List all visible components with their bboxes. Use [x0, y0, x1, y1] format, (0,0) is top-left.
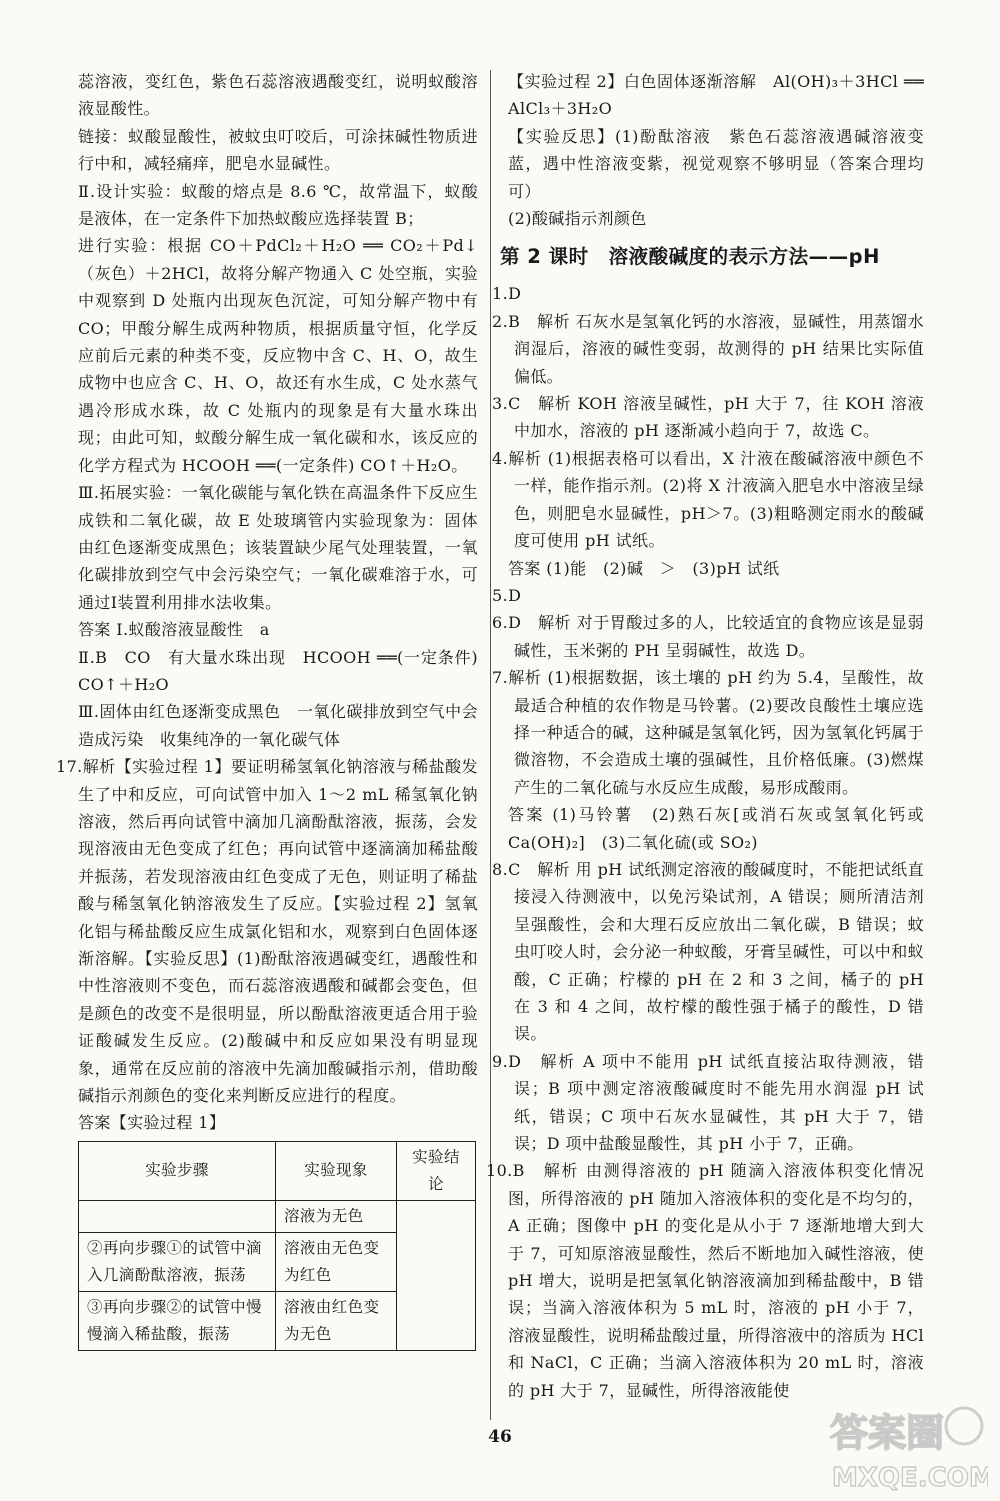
- question-item: 6.D 解析 对于胃酸过多的人，比较适宜的食物应该是显弱碱性，玉米粥的 PH 呈弱碱性，故选 D。: [492, 613, 924, 660]
- lesson-title: 第 2 课时 溶液酸碱度的表示方法——pH: [500, 245, 880, 269]
- paragraph: 蕊溶液，变红色，紫色石蕊溶液遇酸变红，说明蚁酸溶液显酸性。: [78, 72, 478, 119]
- paragraph: (2)酸碱指示剂颜色: [508, 209, 647, 229]
- table-cell: 溶液由无色变为红色: [276, 1232, 397, 1291]
- table-header-row: [79, 1141, 476, 1200]
- table-cell: ②再向步骤①的试管中滴入几滴酚酞溶液，振荡: [79, 1232, 276, 1291]
- right-column: [486, 68, 925, 1404]
- question-item: 3.C 解析 KOH 溶液呈碱性，pH 大于 7，往 KOH 溶液中加水，溶液的 pH 逐渐减小趋向于 7，故选 C。: [492, 394, 924, 441]
- paragraph: 进行实验：根据 CO＋PdCl₂＋H₂O ══ CO₂＋Pd↓（灰色）＋2HCl，故将分解产物通入 C 处空瓶，实验中观察到 D 处瓶内出现灰色沉淀，可知分解产物中有 CO；甲酸分解生成两种物质，根据质量守恒，化学反应前后元素的种类不变，反应物中含 C、H、O，故生成物中也应含 C、H、O，故还有水生成，C 处水蒸气遇冷形成水珠，故 C 处瓶内的现象是有大量水珠出现；由此可知，蚁酸分解生成一氧化碳和水，该反应的化学方程式为 HCOOH ══(一定条件) CO↑＋H₂O。: [78, 236, 478, 475]
- page-number: 46: [488, 1427, 512, 1447]
- table-row: [79, 1200, 476, 1232]
- question-item: 9.D 解析 A 项中不能用 pH 试纸直接沾取待测液，错误；B 项中测定溶液酸碱度时不能先用水润湿 pH 试纸，错误；C 项中石灰水显碱性，其 pH 大于 7，错误；D 项中盐酸显酸性，其 pH 小于 7，正确。: [492, 1051, 924, 1154]
- answer-table: [78, 1141, 476, 1351]
- answer-line: 答案 (1)能 (2)碱 ＞ (3)pH 试纸: [508, 558, 780, 578]
- question-item: 8.C 解析 用 pH 试纸测定溶液的酸碱度时，不能把试纸直接浸入待测液中，以免污染试剂，A 错误；厕所清洁剂呈强酸性，会和大理石反应放出二氧化碳，B 错误；蚊虫叮咬人时，会分泌一种蚁酸，牙膏呈碱性，可以中和蚁酸，C 正确；柠檬的 pH 在 2 和 3 之间，橘子的 pH 在 3 和 4 之间，故柠檬的酸性强于橘子的酸性，D 错误。: [492, 859, 925, 1044]
- paragraph: Ⅲ.固体由红色逐渐变成黑色 一氧化碳排放到空气中会造成污染 收集纯净的一氧化碳气体: [78, 702, 478, 749]
- question-item: 5.D: [492, 585, 522, 605]
- question-17-analysis: 17.解析【实验过程 1】要证明稀氢氧化钠溶液与稀盐酸发生了中和反应，可向试管中加入 1～2 mL 稀氢氧化钠溶液，然后再向试管中滴加几滴酚酞溶液，振荡，会发现溶液由无色变成了红色；再向试管中逐滴滴加稀盐酸并振荡，若发现溶液由红色变成了无色，则证明了稀盐酸与稀氢氧化钠溶液发生了反应。【实验过程 2】氢氧化铝与稀盐酸反应生成氯化铝和水，观察到白色固体逐渐溶解。【实验反思】(1)酚酞溶液遇碱变红，遇酸性和中性溶液则不变色，而石蕊溶液遇酸和碱都会变色，但是颜色的改变不是很明显，所以酚酞溶液更适合用于验证酸碱发生反应。(2)酸碱中和反应如果没有明显现象，通常在反应前的溶液中先滴加酸碱指示剂，借助酸碱指示剂颜色的变化来判断反应进行的程度。: [56, 757, 478, 1106]
- table-cell: ③再向步骤②的试管中慢慢滴入稀盐酸，振荡: [79, 1291, 276, 1350]
- paragraph: Ⅱ.B CO 有大量水珠出现 HCOOH ══(一定条件) CO↑＋H₂O: [78, 647, 478, 694]
- question-item: 1.D: [492, 284, 522, 304]
- table-cell: [397, 1200, 476, 1350]
- svg-text:答案圈: 答案圈: [830, 1411, 945, 1455]
- table-header: 实验现象: [276, 1141, 397, 1200]
- answer-line: 答案 Ⅰ.蚁酸溶液显酸性 a: [78, 620, 270, 640]
- answer-line: 答案【实验过程 1】: [78, 1113, 226, 1133]
- paragraph: 【实验反思】(1)酚酞溶液 紫色石蕊溶液遇碱溶液变蓝，遇中性溶液变紫，视觉观察不够明显（答案合理均可）: [508, 126, 924, 201]
- watermark-logo-icon: [818, 1400, 988, 1496]
- question-item: 10.B 解析 由测得溶液的 pH 随滴入溶液体积变化情况图，所得溶液的 pH 随加入溶液体积的变化是不均匀的，A 正确；图像中 pH 的变化是从小于 7 逐渐地增大到大于 7，可知原溶液显酸性，然后不断地加入碱性溶液，使 pH 增大，说明是把氢氧化钠溶液滴加到稀盐酸中，B 错误；当滴入溶液体积为 5 mL 时，溶液的 pH 小于 7，溶液显酸性，说明稀盐酸过量，所得溶液中的溶质为 HCl 和 NaCl，C 正确；当滴入溶液体积为 20 mL 时，溶液的 pH 大于 7，显碱性，所得溶液能使: [486, 1161, 924, 1400]
- question-item: 7.解析 (1)根据数据，该土壤的 pH 约为 5.4，呈酸性，故最适合种植的农作物是马铃薯。(2)要改良酸性土壤应选择一种适合的碱，这种碱是氢氧化钙，因为氢氧化钙属于微溶物，不会造成土壤的强碱性，且价格低廉。(3)燃煤产生的二氧化硫与水反应生成酸，易形成酸雨。: [492, 668, 925, 797]
- table-cell: [79, 1200, 276, 1232]
- table-cell: 溶液由红色变为无色: [276, 1291, 397, 1350]
- question-item: 2.B 解析 石灰水是氢氧化钙的水溶液，显碱性，用蒸馏水润湿后，溶液的碱性变弱，故测得的 pH 结果比实际值偏低。: [492, 311, 924, 386]
- paragraph: 【实验过程 2】白色固体逐渐溶解 Al(OH)₃＋3HCl ══ AlCl₃＋3H₂O: [508, 72, 924, 119]
- paragraph: Ⅱ.设计实验：蚁酸的熔点是 8.6 ℃，故常温下，蚁酸是液体，在一定条件下加热蚁酸应选择装置 B；: [78, 181, 478, 229]
- table-header: 实验结论: [397, 1141, 476, 1200]
- paragraph: 链接：蚁酸显酸性，被蚊虫叮咬后，可涂抹碱性物质进行中和，减轻痛痒，肥皂水显碱性。: [78, 126, 478, 174]
- answer-line: 答案 (1)马铃薯 (2)熟石灰[或消石灰或氢氧化钙或 Ca(OH)₂] (3)二氧化硫(或 SO₂): [508, 805, 924, 852]
- paragraph: Ⅲ.拓展实验：一氧化碳能与氧化铁在高温条件下反应生成铁和二氧化碳，故 E 处玻璃管内实验现象为：固体由红色逐渐变成黑色；该装置缺少尾气处理装置，一氧化碳排放到空气中会污染空气；一氧化碳难溶于水，可通过Ⅰ装置利用排水法收集。: [78, 483, 478, 612]
- svg-text:MXQE.COM: MXQE.COM: [832, 1463, 988, 1493]
- question-item: 4.解析 (1)根据表格可以看出，X 汁液在酸碱溶液中颜色不一样，能作指示剂。(2)将 X 汁液滴入肥皂水中溶液呈绿色，则肥皂水显碱性，pH＞7。(3)粗略测定雨水的酸碱度可使用 pH 试纸。: [492, 448, 924, 551]
- watermark-logo: [818, 1400, 988, 1496]
- table-header: 实验步骤: [79, 1141, 276, 1200]
- table-cell: 溶液为无色: [276, 1200, 397, 1232]
- left-column: [56, 68, 478, 1351]
